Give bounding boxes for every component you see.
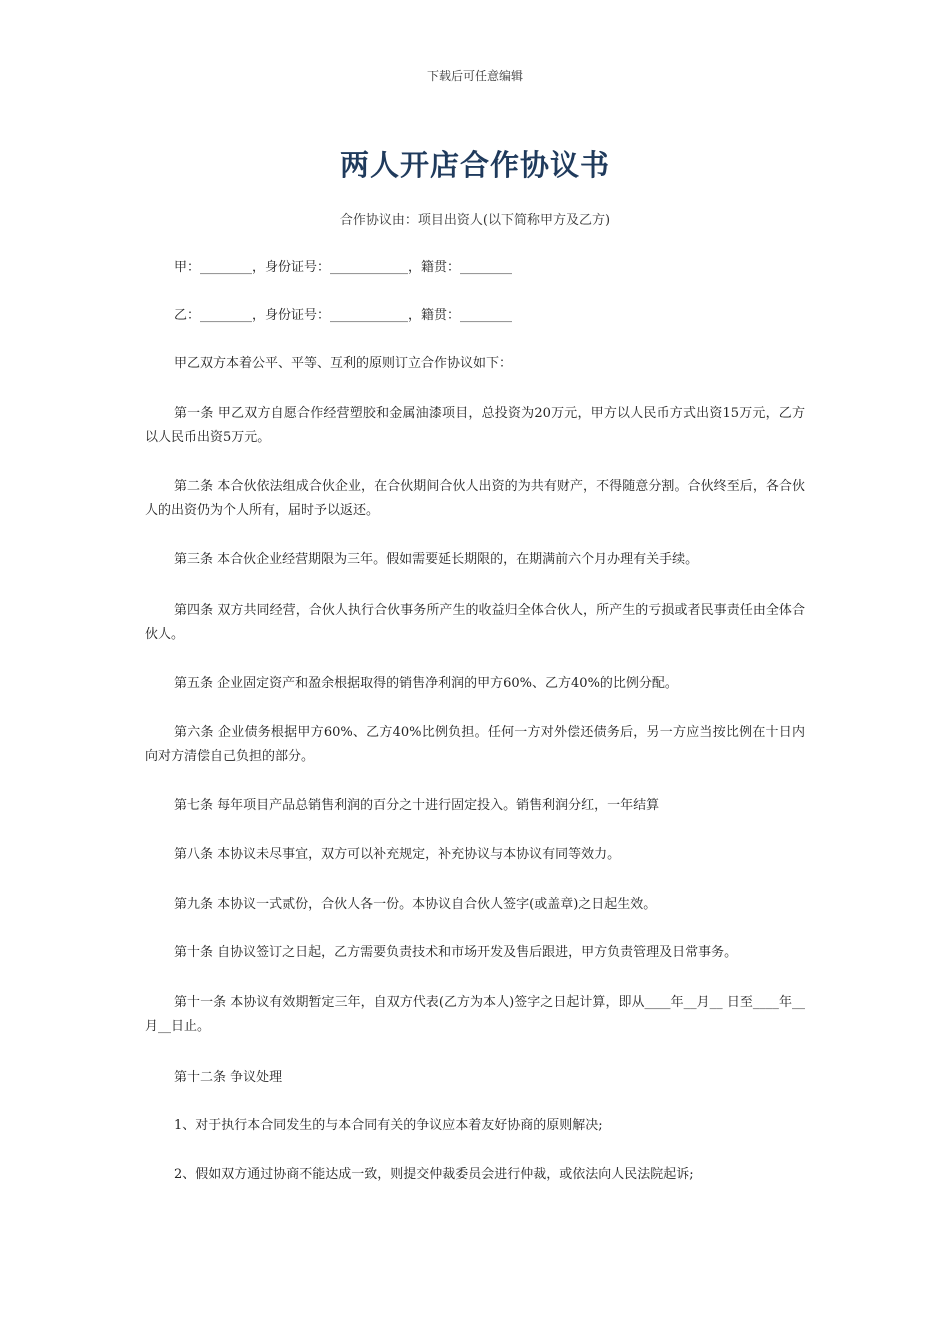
article-9: 第九条 本协议一式贰份，合伙人各一份。本协议自合伙人签字(或盖章)之日起生效。 — [174, 897, 657, 912]
article-5: 第五条 企业固定资产和盈余根据取得的销售净利润的甲方60%、乙方40%的比例分配。 — [174, 676, 678, 691]
article-6: 第六条 企业债务根据甲方60%、乙方40%比例负担。任何一方对外偿还债务后，另一方应当按比例在十日内向对方清偿自己负担的部分。 — [145, 725, 805, 764]
document-subtitle: 合作协议由：项目出资人(以下简称甲方及乙方) — [339, 213, 611, 228]
dispute-clause-2: 2、假如双方通过协商不能达成一致，则提交仲裁委员会进行仲裁，或依法向人民法院起诉; — [174, 1167, 694, 1182]
article-2: 第二条 本合伙依法组成合伙企业，在合伙期间合伙人出资的为共有财产，不得随意分割。合伙终至后，各合伙人的出资仍为个人所有，届时予以返还。 — [145, 479, 805, 518]
article-8: 第八条 本协议未尽事宜，双方可以补充规定，补充协议与本协议有同等效力。 — [174, 847, 621, 862]
article-1: 第一条 甲乙双方自愿合作经营塑胶和金属油漆项目，总投资为20万元，甲方以人民币方式出资15万元，乙方以人民币出资5万元。 — [145, 406, 805, 445]
article-10: 第十条 自协议签订之日起，乙方需要负责技术和市场开发及售后跟进，甲方负责管理及日常事务。 — [174, 945, 738, 960]
document-title: 两人开店合作协议书 — [339, 148, 610, 182]
dispute-clause-1: 1、对于执行本合同发生的与本合同有关的争议应本着友好协商的原则解决; — [174, 1118, 603, 1133]
intro-paragraph: 甲乙双方本着公平、平等、互利的原则订立合作协议如下： — [174, 356, 513, 371]
article-7: 第七条 每年项目产品总销售利润的百分之十进行固定投入。销售利润分红，一年结算 — [174, 798, 660, 813]
article-4: 第四条 双方共同经营，合伙人执行合伙事务所产生的收益归全体合伙人，所产生的亏损或者民事责任由全体合伙人。 — [145, 603, 805, 642]
article-3: 第三条 本合伙企业经营期限为三年。假如需要延长期限的，在期满前六个月办理有关手续。 — [174, 552, 699, 567]
party-a-line: 甲：________，身份证号：____________，籍贯：________ — [174, 260, 513, 275]
header-note: 下载后可任意编辑 — [426, 69, 523, 83]
party-b-line: 乙：________，身份证号：____________，籍贯：________ — [174, 308, 513, 323]
article-12: 第十二条 争议处理 — [174, 1070, 283, 1085]
article-11: 第十一条 本协议有效期暂定三年，自双方代表(乙方为本人)签字之日起计算，即从____年__月__ 日至____年__月__日止。 — [145, 995, 805, 1034]
